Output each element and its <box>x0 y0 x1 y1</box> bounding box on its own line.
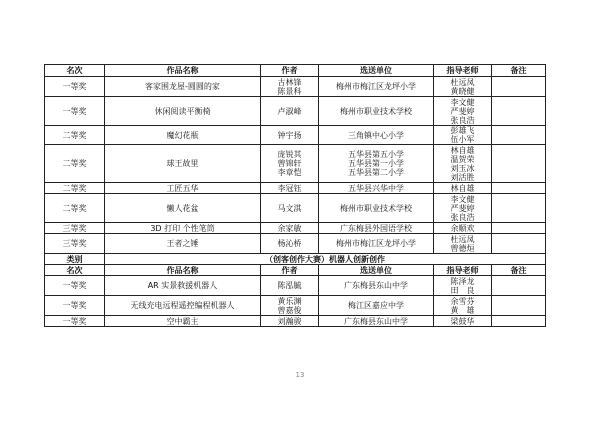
teacher-cell <box>434 316 492 327</box>
unit-cell: 三角镇中心小学 <box>319 126 434 145</box>
author-cell <box>261 234 319 254</box>
teacher-cell-line: 黄 雄 <box>450 305 475 315</box>
teacher-cell <box>434 77 492 97</box>
teacher-cell-line: 杜远凤 <box>450 77 475 87</box>
author-cell-line: 杨沁桥 <box>277 239 302 248</box>
author-cell <box>261 126 319 145</box>
header-row <box>45 265 546 276</box>
unit-cell: 广东梅县东山中学 <box>319 316 434 327</box>
teacher-cell <box>434 97 492 126</box>
table-row <box>45 316 546 327</box>
note-cell <box>492 296 546 316</box>
teacher-cell <box>434 126 492 145</box>
table-row <box>45 77 546 97</box>
author-cell <box>261 316 319 327</box>
author-cell-line: 马文淇 <box>277 203 302 213</box>
teacher-cell-line: 田 良 <box>450 285 475 295</box>
work-header: 作品名称 <box>105 65 261 77</box>
table-row <box>45 97 546 126</box>
unit-cell: 梅州市职业技术学校 <box>319 194 434 223</box>
unit-cell-line: 五华县第一小学 <box>348 159 404 168</box>
work-name-cell: 魔幻花瓶 <box>105 126 261 145</box>
teacher-cell <box>434 276 492 296</box>
teacher-cell-line: 李文健 <box>450 97 475 107</box>
teacher-cell-line: 林自雄 <box>450 145 475 155</box>
teacher-cell <box>434 194 492 223</box>
work-name-cell: 客家围龙屋-圆圆的家 <box>105 77 261 97</box>
note-header: 备注 <box>492 265 546 276</box>
teacher-cell-line: 彭雄飞 <box>450 126 475 135</box>
author-cell-line: 陈泓毓 <box>277 281 302 290</box>
category-row <box>45 254 546 265</box>
unit-cell: 梅州市梅江区龙坪小学 <box>319 77 434 97</box>
table-row <box>45 183 546 194</box>
teacher-cell-line: 余顺欢 <box>450 223 475 233</box>
author-cell <box>261 183 319 194</box>
unit-header: 选送单位 <box>319 265 434 276</box>
unit-cell: 梅江区嘉应中学 <box>319 296 434 316</box>
teacher-cell-line: 严斐婷 <box>450 203 475 213</box>
author-cell-line: 曾嘉俊 <box>277 305 302 315</box>
rank-cell: 二等奖 <box>45 126 105 145</box>
unit-cell-line: 五华县第五小学 <box>348 150 404 159</box>
author-header: 作者 <box>261 65 319 77</box>
unit-cell <box>319 145 434 183</box>
note-cell <box>492 97 546 126</box>
work-name-cell: 无线充电远程遥控编程机器人 <box>105 296 261 316</box>
teacher-cell-line: 刘玉冰 <box>450 163 475 173</box>
note-cell <box>492 126 546 145</box>
note-cell <box>492 194 546 223</box>
teacher-cell-line: 余雪芬 <box>450 296 475 306</box>
teacher-header: 指导老师 <box>434 65 492 77</box>
note-cell <box>492 183 546 194</box>
category-title: （创客创作大赛）机器人创新创作 <box>105 254 546 265</box>
note-cell <box>492 316 546 327</box>
teacher-cell-line: 曾德烜 <box>450 243 475 253</box>
author-cell-line: 庞锐其 <box>277 150 302 159</box>
rank-cell: 二等奖 <box>45 145 105 183</box>
author-cell-line: 曾锦轩 <box>277 159 302 168</box>
teacher-cell <box>434 234 492 254</box>
work-name-cell: 懒人花盆 <box>105 194 261 223</box>
note-cell <box>492 223 546 234</box>
author-cell-line: 黄乐渊 <box>277 296 302 306</box>
author-cell-line: 陈景科 <box>277 86 302 96</box>
award-table <box>44 64 546 327</box>
table-row <box>45 223 546 234</box>
teacher-cell <box>434 183 492 194</box>
unit-cell: 广东梅县外国语学校 <box>319 223 434 234</box>
teacher-cell-line: 黄晓健 <box>450 86 475 96</box>
teacher-cell-line: 伍小军 <box>450 135 475 144</box>
table-row <box>45 296 546 316</box>
author-cell-line: 余家敏 <box>277 223 302 233</box>
teacher-cell <box>434 223 492 234</box>
unit-cell-line: 五华县第二小学 <box>348 168 404 177</box>
rank-cell: 一等奖 <box>45 276 105 296</box>
teacher-cell-line: 张良浩 <box>450 115 475 125</box>
note-cell <box>492 276 546 296</box>
table-row <box>45 194 546 223</box>
work-name-cell: 球王故里 <box>105 145 261 183</box>
header-row <box>45 65 546 77</box>
teacher-cell-line: 张良浩 <box>450 212 475 222</box>
unit-cell: 广东梅县东山中学 <box>319 276 434 296</box>
author-cell-line: 李冠钰 <box>277 183 302 193</box>
teacher-cell-line: 林自雄 <box>450 183 475 193</box>
note-cell <box>492 77 546 97</box>
author-cell <box>261 145 319 183</box>
rank-header: 名次 <box>45 265 105 276</box>
teacher-cell-line: 杜远凤 <box>450 234 475 244</box>
author-cell <box>261 276 319 296</box>
teacher-cell-line: 李文健 <box>450 194 475 204</box>
rank-cell: 三等奖 <box>45 234 105 254</box>
unit-cell: 梅州市梅江区龙坪小学 <box>319 234 434 254</box>
author-cell-line: 刘瀚骏 <box>277 316 302 326</box>
teacher-cell <box>434 145 492 183</box>
teacher-cell-line: 严斐婷 <box>450 106 475 116</box>
author-cell <box>261 194 319 223</box>
author-cell-line: 卢淑峰 <box>277 106 302 116</box>
work-name-cell: 工匠五华 <box>105 183 261 194</box>
teacher-cell-line: 陈泽龙 <box>450 276 475 286</box>
work-name-cell: 王者之锤 <box>105 234 261 254</box>
work-name-cell: AR 实景救援机器人 <box>105 276 261 296</box>
unit-cell: 五华县兴华中学 <box>319 183 434 194</box>
unit-header: 选送单位 <box>319 65 434 77</box>
table-row <box>45 126 546 145</box>
rank-cell: 二等奖 <box>45 194 105 223</box>
table-row <box>45 234 546 254</box>
author-cell-line: 古林锋 <box>277 77 302 87</box>
rank-cell: 一等奖 <box>45 97 105 126</box>
author-cell <box>261 296 319 316</box>
work-name-cell: 空中霸主 <box>105 316 261 327</box>
work-name-cell: 休闲阅读平衡椅 <box>105 97 261 126</box>
author-cell <box>261 97 319 126</box>
author-cell <box>261 223 319 234</box>
rank-cell: 二等奖 <box>45 183 105 194</box>
rank-cell: 一等奖 <box>45 77 105 97</box>
teacher-cell-line: 梁鼓华 <box>450 316 475 326</box>
table-row <box>45 145 546 183</box>
teacher-cell-line: 温贺荣 <box>450 154 475 164</box>
work-name-cell: 3D 打印 个性笔筒 <box>105 223 261 234</box>
unit-cell: 梅州市职业技术学校 <box>319 97 434 126</box>
author-cell-line: 李章恺 <box>277 168 302 177</box>
work-header: 作品名称 <box>105 265 261 276</box>
note-cell <box>492 145 546 183</box>
rank-cell: 三等奖 <box>45 223 105 234</box>
page-number: 13 <box>295 371 305 379</box>
teacher-cell <box>434 296 492 316</box>
rank-cell: 一等奖 <box>45 316 105 327</box>
author-cell-line: 钟宇扬 <box>277 130 302 140</box>
teacher-header: 指导老师 <box>434 265 492 276</box>
category-label: 类别 <box>45 254 105 265</box>
note-header: 备注 <box>492 65 546 77</box>
rank-header: 名次 <box>45 65 105 77</box>
author-header: 作者 <box>261 265 319 276</box>
rank-cell: 一等奖 <box>45 296 105 316</box>
author-cell <box>261 77 319 97</box>
teacher-cell-line: 刘活胜 <box>450 172 475 182</box>
note-cell <box>492 234 546 254</box>
table-row <box>45 276 546 296</box>
